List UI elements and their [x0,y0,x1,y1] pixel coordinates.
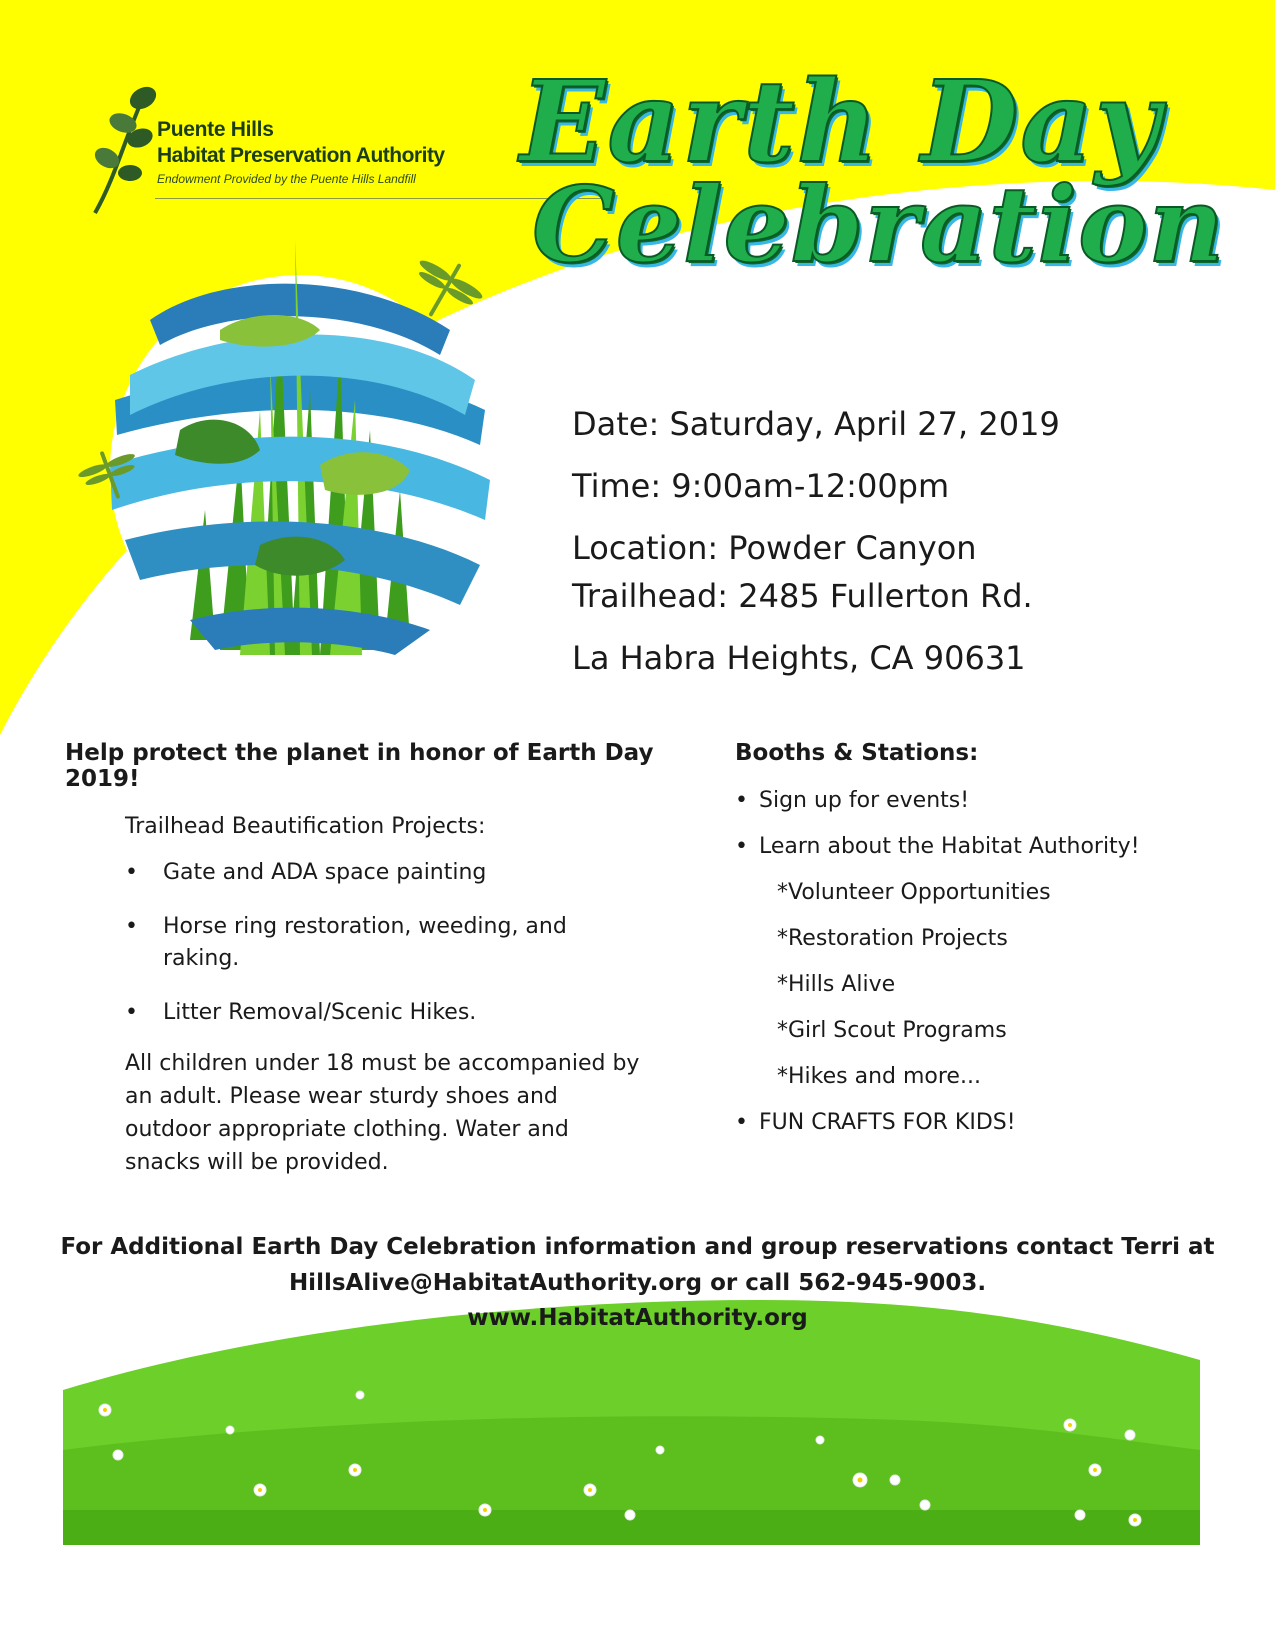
event-location-line3: La Habra Heights, CA 90631 [572,639,1026,677]
event-location-line2: Trailhead: 2485 Fullerton Rd. [572,577,1033,615]
authority-logo [85,78,515,218]
list-item: *Hills Alive [777,972,896,997]
logo-name-line1: Puente Hills [157,118,274,141]
contact-line1: For Additional Earth Day Celebration information and group reservations contact Terri at [60,1234,1215,1260]
list-item: • Horse ring restoration, weeding, and raking. [125,911,623,975]
booths-heading: Booths & Stations: [735,740,979,766]
participation-note: All children under 18 must be accompanied by an adult. Please wear sturdy shoes and outdoor appropriate clothing. Water and snacks will be provided. [125,1050,640,1175]
website-link[interactable]: www.HabitatAuthority.org [467,1305,808,1332]
list-item: *Volunteer Opportunities [777,880,1051,905]
list-item: *Hikes and more... [777,1064,981,1089]
contact-email-phone[interactable]: HillsAlive@HabitatAuthority.org or call 562-945-9003. [288,1269,987,1296]
booths-section [735,740,1235,1156]
event-time: Time: 9:00am-12:00pm [572,467,950,505]
title-line-2: Celebration [532,163,1226,287]
contact-info [40,1230,1235,1337]
event-date: Date: Saturday, April 27, 2019 [572,405,1060,443]
list-item: • Learn about the Habitat Authority! [735,834,1235,859]
event-location-line1: Location: Powder Canyon [572,529,977,567]
logo-name-line2: Habitat Preservation Authority [157,144,445,167]
list-item: *Girl Scout Programs [777,1018,1007,1043]
event-details [572,405,1060,677]
list-item: • Gate and ADA space painting [125,857,695,889]
list-item: *Restoration Projects [777,926,1008,951]
projects-heading: Help protect the planet in honor of Earth Day 2019! [65,740,654,792]
booths-list [735,788,1235,1135]
list-item: • Litter Removal/Scenic Hikes. [125,997,695,1029]
list-item: • FUN CRAFTS FOR KIDS! [735,1110,1235,1135]
projects-sublabel: Trailhead Beautification Projects: [125,814,486,839]
projects-section [65,740,695,1179]
title-line-1: Earth Day [520,57,1162,188]
list-item: • Sign up for events! [735,788,1235,813]
leaf-logo-icon [85,78,165,218]
projects-list [125,857,695,1029]
page-title [520,57,1226,287]
logo-tagline: Endowment Provided by the Puente Hills Landfill [157,172,416,186]
